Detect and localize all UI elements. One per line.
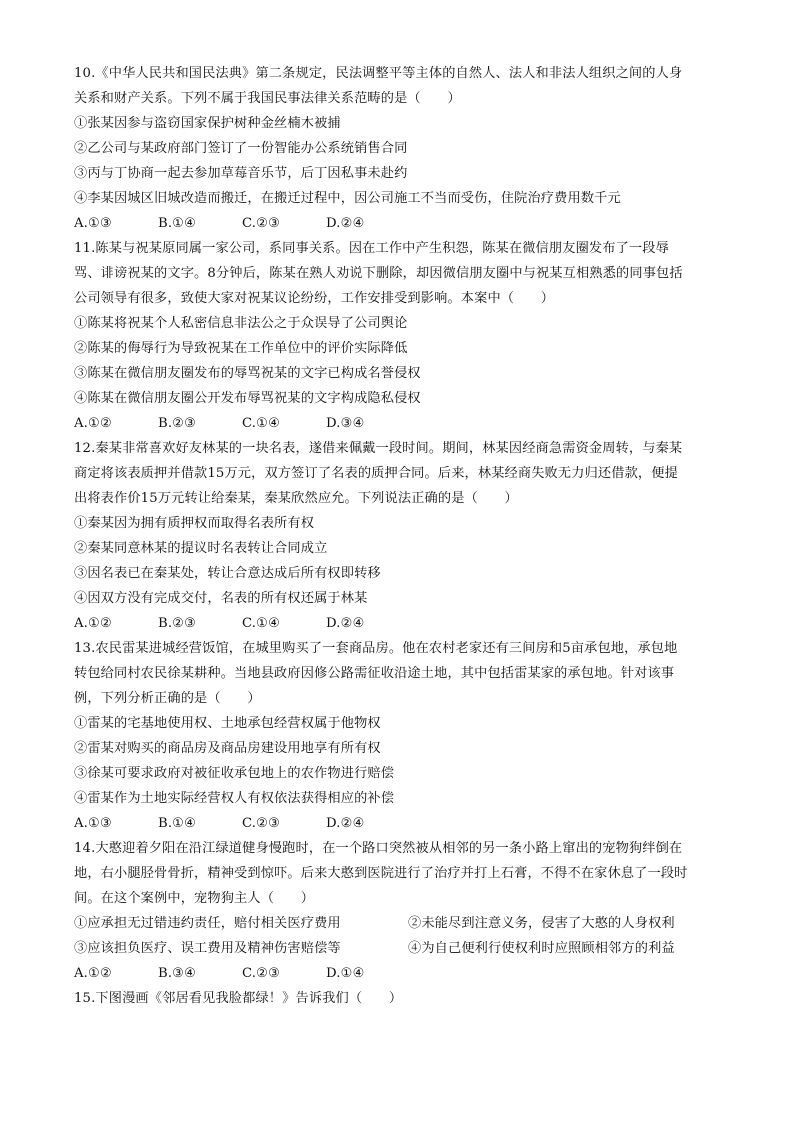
statement-item: ③丙与丁协商一起去参加草莓音乐节，后丁因私事未赴约 — [74, 166, 408, 181]
option-d: D.②④ — [326, 216, 365, 231]
question-stem: 商定将该表质押并借款15万元，双方签订了名表的质押合同。后来，林某经商失败无力归还借款，便提 — [74, 466, 678, 481]
option-c: C.②③ — [242, 216, 281, 231]
option-c: C.②③ — [242, 966, 281, 981]
option-c: C.①④ — [242, 616, 281, 631]
statement-row — [74, 936, 724, 961]
answer-options — [74, 961, 724, 986]
statement-item: ④雷某作为土地实际经营权人有权依法获得相应的补偿 — [74, 791, 395, 806]
question-stem: 出将表作价15万元转让给秦某，秦某欣然应允。下列说法正确的是（ ） — [74, 491, 518, 506]
question-stem: 例，下列分析正确的是（ ） — [74, 691, 261, 706]
statement-item: ①秦某因为拥有质押权而取得名表所有权 — [74, 516, 315, 531]
question-stem: 14.大憨迎着夕阳在沿江绿道健身慢跑时，在一个路口突然被从相邻的另一条小路上窜出的宠物狗绊倒在 — [74, 841, 683, 856]
question-stem: 骂、诽谤祝某的文字。8分钟后，陈某在熟人劝说下删除，却因微信朋友圈中与祝某互相熟悉的同事包括 — [74, 266, 683, 281]
question-stem: 地，右小腿胫骨骨折，精神受到惊吓。后来大憨到医院进行了治疗并打上石膏，不得不在家休息了一段时 — [74, 866, 688, 881]
option-a: A.①③ — [74, 216, 112, 231]
statement-item: ③应该担负医疗、误工费用及精神伤害赔偿等 — [74, 941, 341, 956]
option-d: D.③④ — [326, 416, 365, 431]
statement-item: ②陈某的侮辱行为导致祝某在工作单位中的评价实际降低 — [74, 341, 408, 356]
statement-item: ②未能尽到注意义务，侵害了大憨的人身权利 — [408, 916, 675, 931]
question-13 — [74, 636, 724, 836]
option-a: A.①② — [74, 616, 112, 631]
question-stem: 11.陈某与祝某原同属一家公司，系同事关系。因在工作中产生积怨，陈某在微信朋友圈发布了一段辱 — [74, 241, 669, 256]
question-stem: 10.《中华人民共和国民法典》第二条规定，民法调整平等主体的自然人、法人和非法人组织之间的人身 — [74, 66, 683, 81]
statement-item: ①陈某将祝某个人私密信息非法公之于众误导了公司舆论 — [74, 316, 408, 331]
option-b: B.①④ — [158, 216, 197, 231]
question-stem: 公司领导有很多，致使大家对祝某议论纷纷，工作安排受到影响。本案中（ ） — [74, 291, 555, 306]
question-stem: 转包给同村农民徐某耕种。当地县政府因修公路需征收沿途土地，其中包括雷某家的承包地。针对该事 — [74, 666, 675, 681]
statement-row — [74, 911, 724, 936]
question-stem: 15.下图漫画《邻居看见我脸都绿！》告诉我们（ ） — [74, 991, 403, 1006]
question-14 — [74, 836, 724, 986]
statement-item: ④因双方没有完成交付，名表的所有权还属于林某 — [74, 591, 368, 606]
option-d: D.①④ — [326, 966, 365, 981]
question-stem: 13.农民雷某进城经营饭馆，在城里购买了一套商品房。他在农村老家还有三间房和5亩承包地，承包地 — [74, 641, 678, 656]
question-stem: 关系和财产关系。下列不属于我国民事法律关系范畴的是（ ） — [74, 91, 461, 106]
option-b: B.②③ — [158, 416, 197, 431]
statement-item: ③陈某在微信朋友圈发布的辱骂祝某的文字已构成名誉侵权 — [74, 366, 421, 381]
question-list — [74, 61, 724, 1011]
statement-item: ②雷某对购买的商品房及商品房建设用地享有所有权 — [74, 741, 381, 756]
statement-item: ③因名表已在秦某处，转让合意达成后所有权即转移 — [74, 566, 381, 581]
question-stem: 间。在这个案例中，宠物狗主人（ ） — [74, 891, 315, 906]
question-11 — [74, 236, 724, 436]
answer-options — [74, 811, 724, 836]
question-12 — [74, 436, 724, 636]
option-a: A.①② — [74, 966, 112, 981]
option-a: A.①③ — [74, 816, 112, 831]
statement-item: ④陈某在微信朋友圈公开发布辱骂祝某的文字构成隐私侵权 — [74, 391, 421, 406]
answer-options — [74, 211, 724, 236]
option-a: A.①② — [74, 416, 112, 431]
statement-item: ④李某因城区旧城改造而搬迁，在搬迁过程中，因公司施工不当而受伤，住院治疗费用数千元 — [74, 191, 621, 206]
option-b: B.③④ — [158, 966, 197, 981]
question-15 — [74, 986, 724, 1011]
statement-item: ①雷某的宅基地使用权、土地承包经营权属于他物权 — [74, 716, 381, 731]
option-c: C.②③ — [242, 816, 281, 831]
statement-item: ③徐某可要求政府对被征收承包地上的农作物进行赔偿 — [74, 766, 395, 781]
question-10 — [74, 61, 724, 236]
option-d: D.②④ — [326, 616, 365, 631]
statement-item: ①张某因参与盗窃国家保护树种金丝楠木被捕 — [74, 116, 341, 131]
answer-options — [74, 611, 724, 636]
option-c: C.①④ — [242, 416, 281, 431]
option-b: B.②③ — [158, 616, 197, 631]
statement-item: ④为自己便利行使权利时应照顾相邻方的利益 — [408, 941, 675, 956]
statement-item: ②乙公司与某政府部门签订了一份智能办公系统销售合同 — [74, 141, 408, 156]
statement-item: ①应承担无过错违约责任，赔付相关医疗费用 — [74, 916, 341, 931]
option-b: B.①④ — [158, 816, 197, 831]
statement-item: ②秦某同意林某的提议时名表转让合同成立 — [74, 541, 328, 556]
option-d: D.②④ — [326, 816, 365, 831]
question-stem: 12.秦某非常喜欢好友林某的一块名表，遂借来佩戴一段时间。期间，林某因经商急需资金周转，与秦某 — [74, 441, 683, 456]
answer-options — [74, 411, 724, 436]
